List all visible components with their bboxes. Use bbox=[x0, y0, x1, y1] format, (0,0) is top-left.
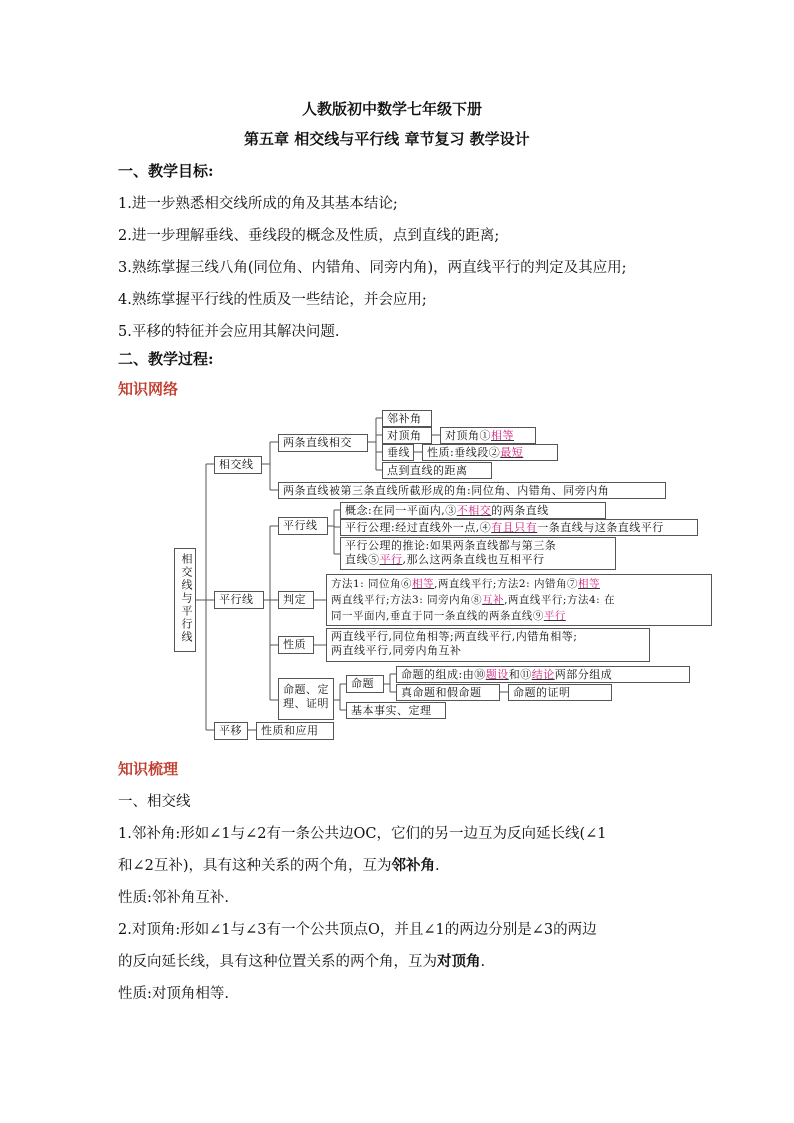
doc-subtitle: 第五章 相交线与平行线 章节复习 教学设计 bbox=[244, 130, 530, 148]
property-line: 性质:对顶角相等. bbox=[118, 986, 229, 1002]
knowledge-sorting-heading: 知识梳理 bbox=[118, 760, 179, 778]
map-node-two-lines-intersect: 两条直线相交 bbox=[278, 434, 368, 452]
map-node-point-line-distance: 点到直线的距离 bbox=[382, 462, 492, 479]
map-node-parallel: 平行线 bbox=[278, 517, 328, 535]
goal-item: 3.熟练掌握三线八角(同位角、内错角、同旁内角)，两直线平行的判定及其应用; bbox=[118, 260, 627, 276]
paragraph-line: 2.对顶角:形如∠1与∠3有一个公共顶点O，并且∠1的两边分别是∠3的两边 bbox=[118, 922, 597, 938]
map-node-criteria-methods: 方法1: 同位角⑥相等,两直线平行;方法2: 内错角⑦相等 两直线平行;方法3: 同旁内角⑧互补,两直线平行;方法4: 在 同一平面内,垂直于同一条直线的两条直线⑨平行 bbox=[326, 574, 712, 626]
goal-item: 5.平移的特征并会应用其解决问题. bbox=[118, 324, 340, 340]
map-node-definition: 概念:在同一平面内,③不相交的两条直线 bbox=[340, 502, 606, 519]
paragraph-line: 1.邻补角:形如∠1与∠2有一条公共边OC，它们的另一边互为反向延长线(∠1 bbox=[118, 826, 607, 842]
map-node-criteria: 判定 bbox=[278, 591, 314, 609]
property-line: 性质:邻补角互补. bbox=[118, 890, 229, 906]
map-node-properties: 性质 bbox=[278, 636, 314, 654]
doc-title: 人教版初中数学七年级下册 bbox=[302, 100, 483, 118]
map-node-vertical-angles: 对顶角 bbox=[382, 427, 432, 444]
map-node-adjacent-supp: 邻补角 bbox=[382, 410, 432, 427]
map-node-perpendicular: 垂线 bbox=[382, 444, 414, 461]
map-node-proposition-parts: 命题的组成:由⑩题设和⑪结论两部分组成 bbox=[396, 666, 690, 683]
map-node-proposition: 命题 bbox=[346, 675, 384, 693]
goal-item: 2.进一步理解垂线、垂线段的概念及性质，点到直线的距离; bbox=[118, 228, 500, 244]
section-goals-heading: 一、教学目标: bbox=[118, 162, 214, 180]
map-node-perpendicular-prop: 性质:垂线段②最短 bbox=[422, 444, 558, 461]
map-node-vertical-angles-prop: 对顶角①相等 bbox=[440, 427, 536, 444]
map-node-parallel-main: 平行线 bbox=[214, 591, 264, 609]
paragraph-line: 和∠2互补)，具有这种关系的两个角，互为邻补角. bbox=[118, 857, 440, 874]
map-root: 相交线与平行线 bbox=[174, 548, 196, 652]
map-node-translation: 平移 bbox=[214, 722, 248, 740]
map-node-translation-sub: 性质和应用 bbox=[256, 722, 334, 740]
section-process-heading: 二、教学过程: bbox=[118, 350, 214, 368]
goal-item: 4.熟练掌握平行线的性质及一些结论，并会应用; bbox=[118, 292, 427, 308]
goal-item: 1.进一步熟悉相交线所成的角及其基本结论; bbox=[118, 196, 398, 212]
map-node-proof: 命题的证明 bbox=[508, 684, 612, 701]
subsection-intersecting: 一、相交线 bbox=[118, 794, 191, 810]
map-node-angles-cut: 两条直线被第三条直线所截形成的角:同位角、内错角、同旁内角 bbox=[278, 482, 666, 499]
knowledge-network-heading: 知识网络 bbox=[118, 380, 179, 398]
map-node-propositions: 命题、定 理、证明 bbox=[278, 678, 334, 720]
map-node-axiom-corollary: 平行公理的推论:如果两条直线都与第三条 直线⑤平行,那么这两条直线也互相平行 bbox=[340, 537, 616, 570]
map-node-parallel-axiom: 平行公理:经过直线外一点,④有且只有一条直线与这条直线平行 bbox=[340, 519, 698, 536]
map-node-true-false: 真命题和假命题 bbox=[396, 684, 500, 701]
map-node-facts-theorems: 基本事实、定理 bbox=[346, 702, 446, 719]
map-node-properties-list: 两直线平行,同位角相等;两直线平行,内错角相等; 两直线平行,同旁内角互补 bbox=[326, 628, 650, 662]
map-node-intersecting: 相交线 bbox=[214, 456, 262, 474]
paragraph-line: 的反向延长线，具有这种位置关系的两个角，互为对顶角. bbox=[118, 953, 486, 970]
knowledge-map bbox=[170, 404, 730, 744]
